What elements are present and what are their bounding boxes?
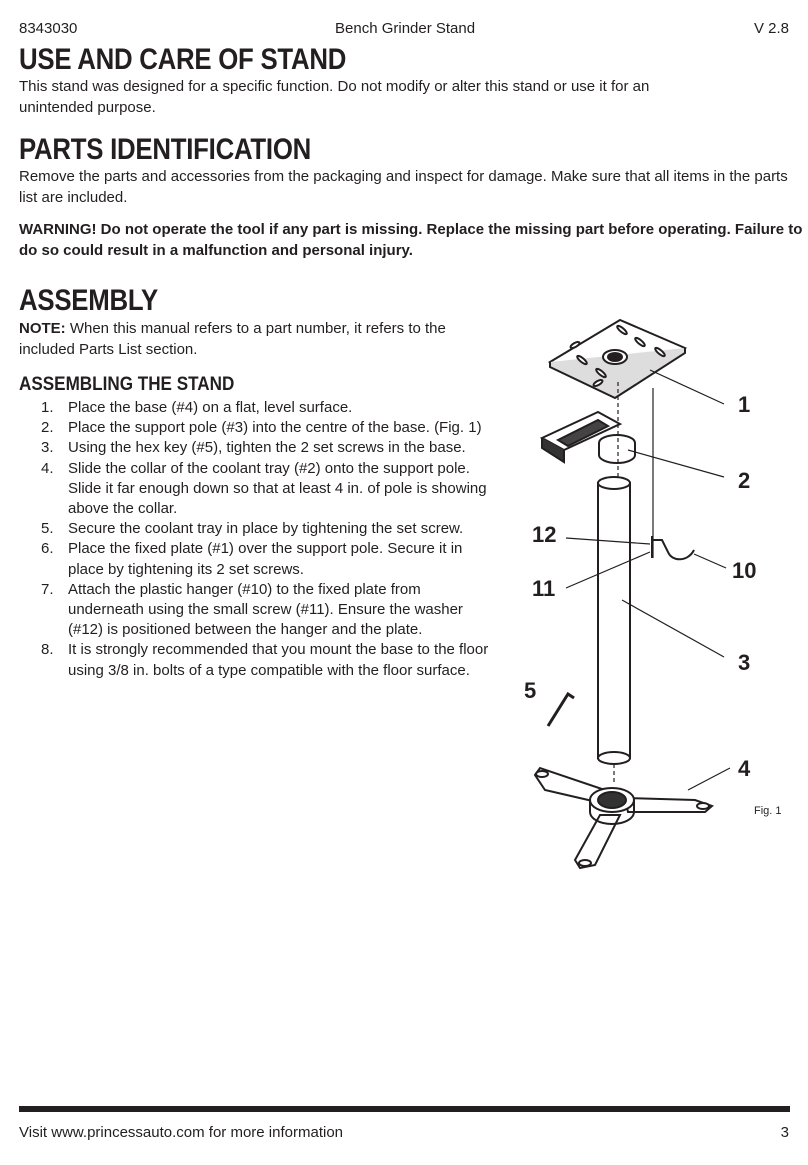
heading-parts-identification: PARTS IDENTIFICATION	[19, 133, 312, 166]
header-version: V 2.8	[753, 20, 789, 37]
step-text-line: underneath using the small screw (#11). Ensure the washer	[68, 601, 463, 619]
assembly-step	[19, 580, 499, 641]
base-part	[535, 768, 712, 868]
step-number: 4.	[41, 459, 54, 477]
step-number: 8.	[41, 641, 54, 659]
heading-use-and-care: USE AND CARE OF STAND	[19, 43, 347, 76]
assembly-steps-list	[19, 398, 499, 681]
step-text-line: above the collar.	[68, 500, 178, 518]
assembly-step	[19, 418, 499, 438]
subheading-assembling-the-stand: ASSEMBLING THE STAND	[19, 374, 235, 395]
assembly-step	[19, 398, 499, 418]
assembly-note-line1	[19, 318, 446, 339]
assembly-note-line2: included Parts List section.	[19, 341, 198, 358]
step-number: 3.	[41, 439, 54, 457]
footer-text: Visit www.princessauto.com for more information	[19, 1124, 344, 1141]
plastic-hanger-part	[652, 536, 694, 559]
callout-4: 4	[738, 756, 751, 781]
step-text-line: It is strongly recommended that you mount the base to the floor	[68, 641, 489, 659]
step-text-line: place by tightening its 2 set screws.	[68, 560, 304, 578]
callout-1: 1	[738, 392, 751, 417]
step-text-line: Using the hex key (#5), tighten the 2 set screws in the base.	[68, 439, 466, 457]
page-number: 3	[780, 1124, 789, 1141]
support-pole-part	[598, 477, 630, 764]
use-care-text-line2: unintended purpose.	[19, 99, 156, 116]
parts-id-text-line2: list are included.	[19, 189, 128, 206]
assembly-step	[19, 640, 499, 680]
step-text-line: Place the base (#4) on a flat, level surface.	[68, 399, 353, 416]
hex-key-part	[548, 694, 574, 726]
step-text-line: Attach the plastic hanger (#10) to the fixed plate from	[68, 580, 421, 598]
fixed-plate-part	[550, 320, 685, 398]
step-text-line: Slide it far enough down so that at least 4 in. of pole is showing	[68, 479, 487, 497]
heading-assembly: ASSEMBLY	[19, 284, 158, 317]
note-text: When this manual refers to a part number, it refers to the	[65, 320, 446, 337]
footer-rule	[19, 1106, 790, 1112]
warning-line2: do so could result in a malfunction and personal injury.	[19, 242, 413, 259]
header-title: Bench Grinder Stand	[335, 20, 476, 37]
assembly-step	[19, 519, 499, 539]
assembly-step	[19, 539, 499, 579]
step-text-line: using 3/8 in. bolts of a type compatible with the floor surface.	[68, 661, 470, 679]
step-text-line: Secure the coolant tray in place by tightening the set screw.	[68, 520, 464, 538]
step-text-line: (#12) is positioned between the hanger and the plate.	[68, 621, 423, 639]
step-text-line: Place the support pole (#3) into the centre of the base. (Fig. 1)	[68, 419, 482, 437]
step-number: 1.	[41, 399, 54, 416]
assembly-step	[19, 438, 499, 458]
callout-2: 2	[738, 468, 751, 493]
use-care-text-line1: This stand was designed for a specific function. Do not modify or alter this stand or use it for an	[19, 78, 650, 95]
step-text-line: Slide the collar of the coolant tray (#2) onto the support pole.	[68, 459, 470, 477]
figure-1-stand-diagram	[500, 300, 800, 890]
step-number: 7.	[41, 580, 54, 598]
callout-12: 12	[532, 522, 557, 547]
step-number: 6.	[41, 540, 54, 558]
warning-line1: WARNING! Do not operate the tool if any part is missing. Replace the missing part before operating. Failure to	[19, 221, 803, 238]
callout-11: 11	[532, 576, 556, 601]
step-number: 5.	[41, 520, 54, 538]
figure-caption: Fig. 1	[754, 805, 782, 817]
callout-10: 10	[732, 558, 757, 583]
coolant-tray-part	[542, 412, 635, 463]
callout-3: 3	[738, 650, 751, 675]
assembly-step	[19, 459, 499, 520]
callout-5: 5	[524, 678, 537, 703]
step-number: 2.	[41, 419, 54, 437]
header-part-number: 8343030	[19, 20, 78, 37]
parts-id-text-line1: Remove the parts and accessories from the packaging and inspect for damage. Make sure that all items in the parts	[19, 168, 788, 185]
note-label: NOTE:	[19, 320, 66, 337]
step-text-line: Place the fixed plate (#1) over the support pole. Secure it in	[68, 540, 463, 558]
